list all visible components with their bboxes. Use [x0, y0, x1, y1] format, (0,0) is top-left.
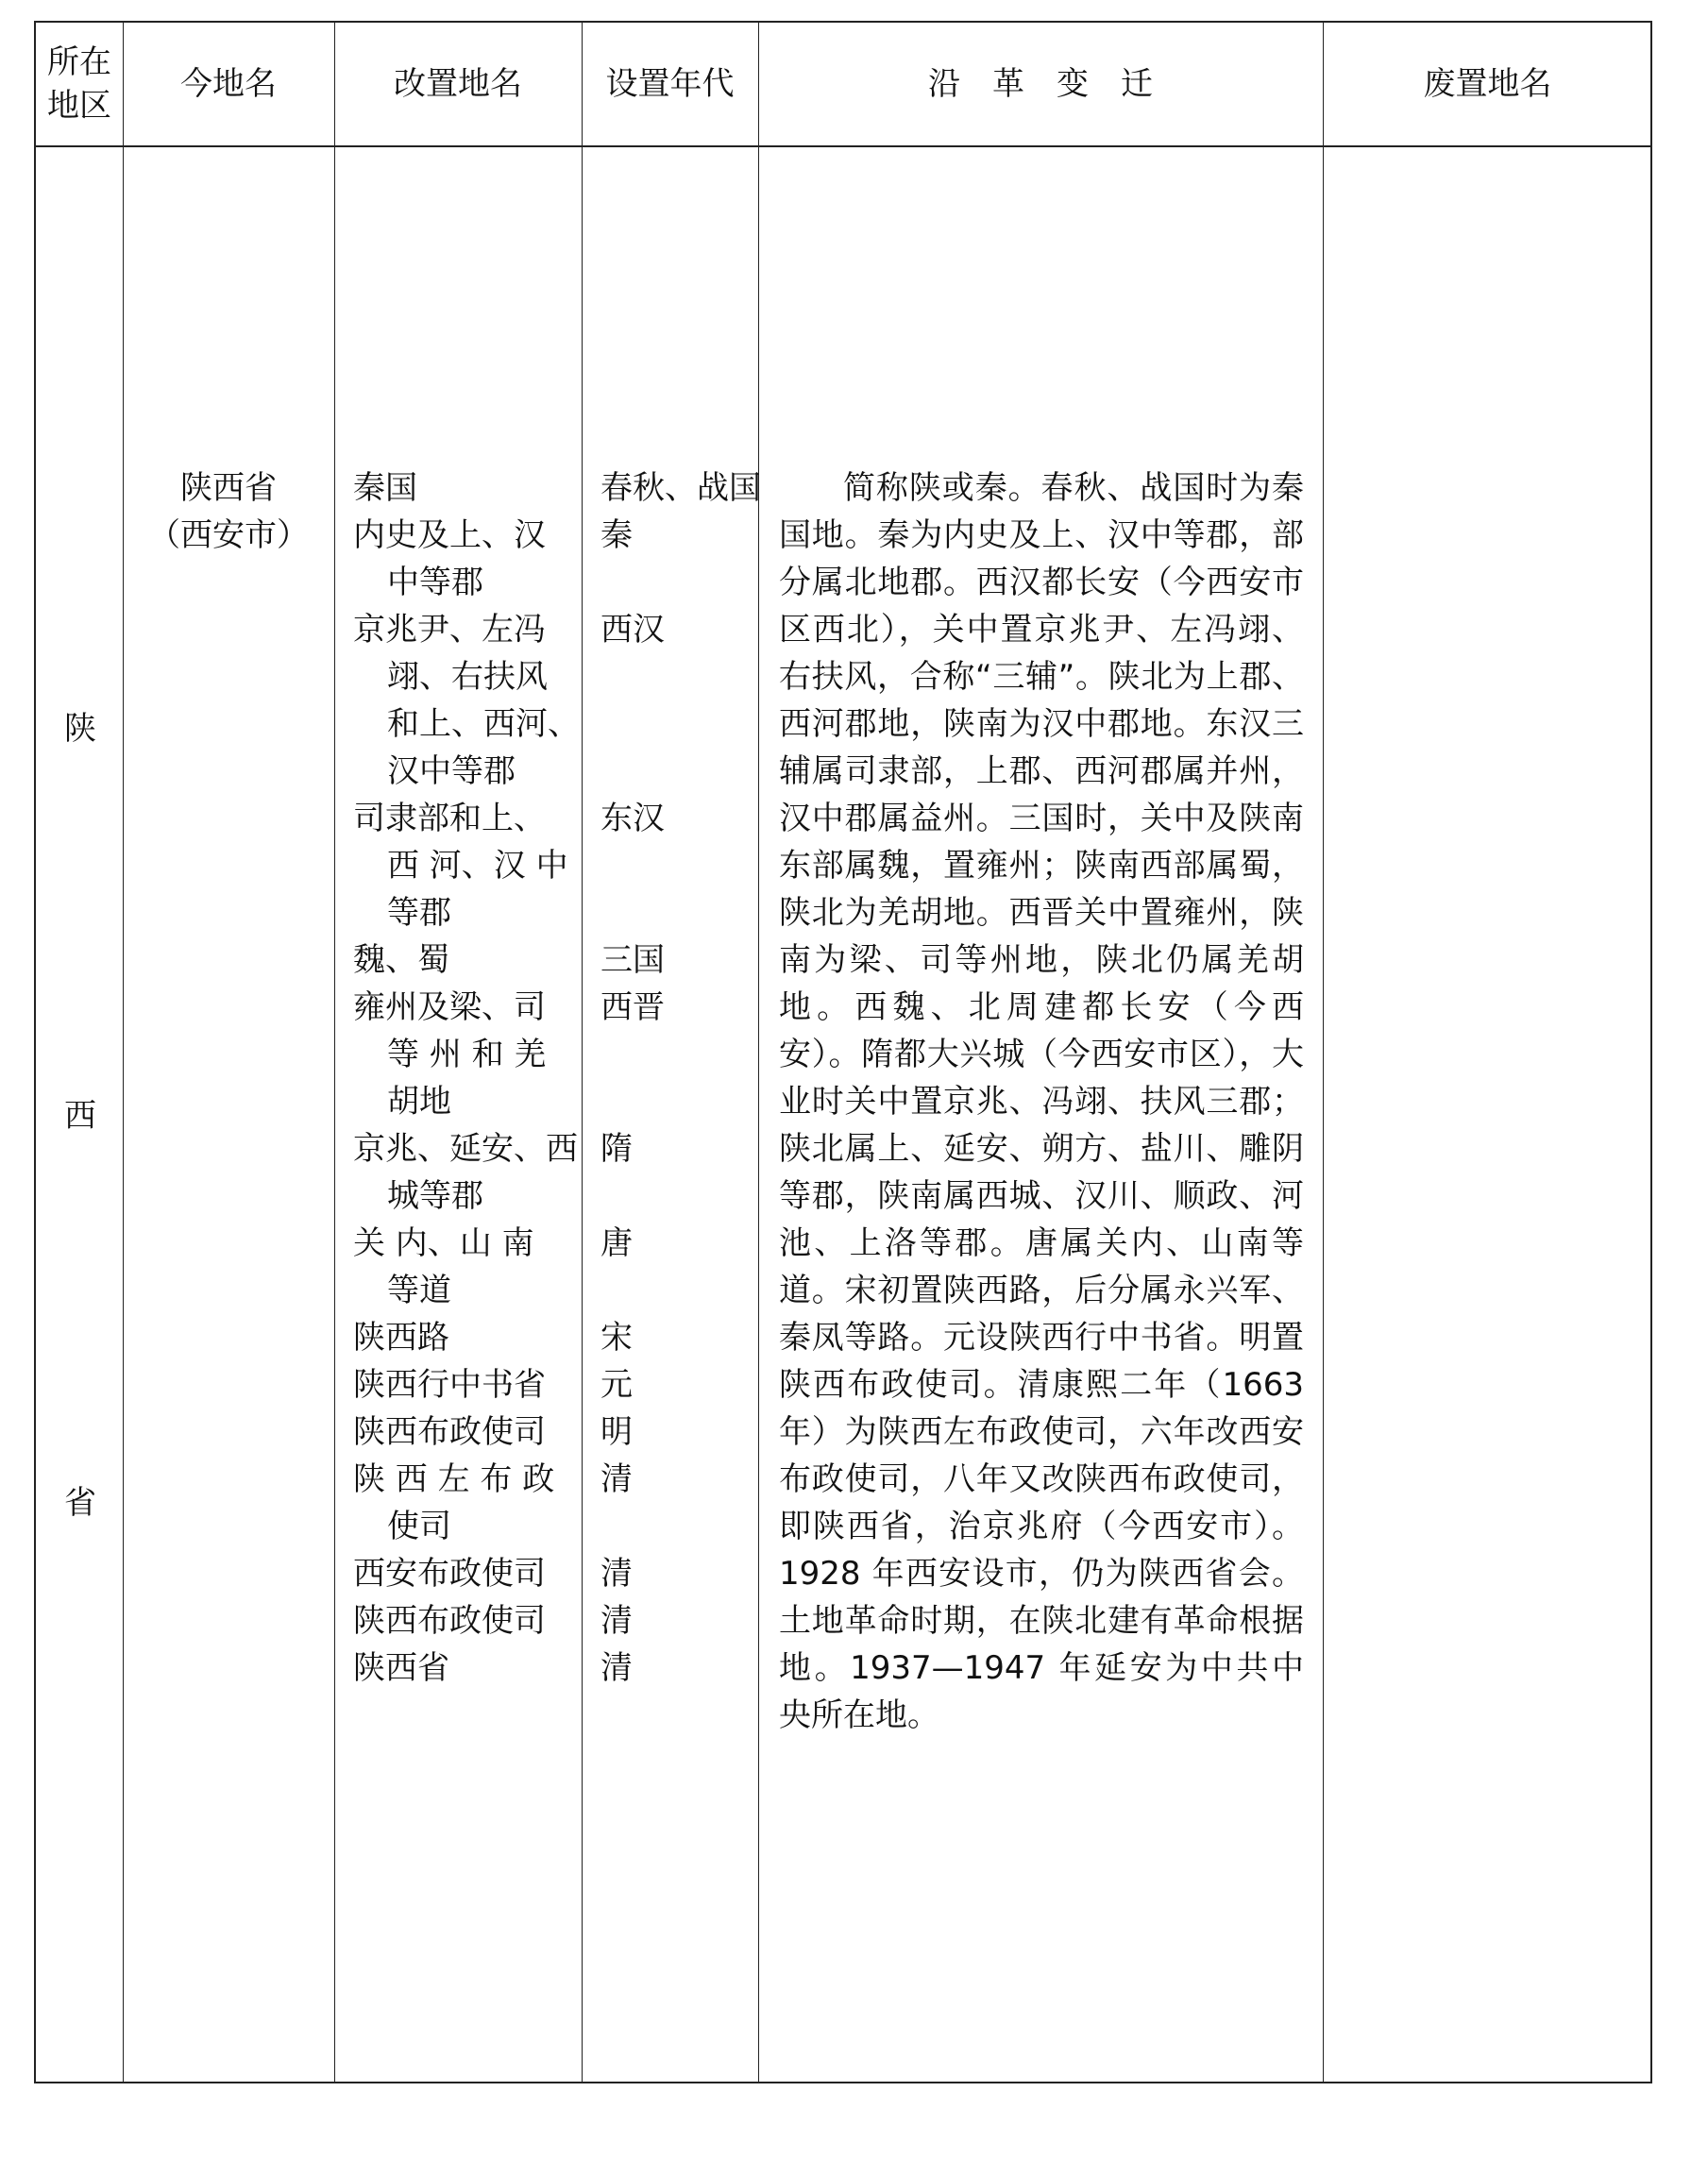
changed-name-entry	[353, 936, 580, 984]
era-line: 西晋	[600, 988, 665, 1026]
changed-name-line: 汉中等郡	[387, 752, 516, 790]
header-divider	[36, 145, 1650, 147]
changed-name-line: 中等郡	[387, 564, 483, 601]
era-line: 秦	[600, 516, 633, 554]
era-line	[600, 1078, 756, 1125]
changed-name-line: 关 内、山 南	[353, 1224, 534, 1262]
changed-name-line: 京兆、延安、西	[353, 1130, 578, 1168]
era-list	[600, 464, 761, 1692]
changed-name-line: 城等郡	[387, 1177, 483, 1215]
era-line	[600, 748, 756, 795]
changed-name-entry	[353, 1220, 580, 1314]
changed-name-line: 京兆尹、左冯	[353, 611, 546, 649]
col-divider	[1323, 23, 1324, 2082]
changed-name-list	[353, 464, 580, 1692]
changed-name-line: 西安布政使司	[353, 1555, 546, 1593]
changed-name-entry	[353, 1125, 580, 1220]
header-current-name: 今地名	[180, 65, 277, 103]
region-char: 陕	[64, 710, 96, 748]
changed-name-entry	[353, 1361, 580, 1408]
era-line	[600, 1503, 756, 1550]
era-line	[600, 559, 756, 606]
header-changed-name: 改置地名	[394, 65, 522, 103]
changed-name-entry	[353, 606, 580, 795]
header-evolution: 沿 革 变 迁	[928, 65, 1153, 103]
changed-name-line: 陕西省	[353, 1649, 449, 1687]
changed-name-entry	[353, 512, 580, 606]
changed-name-line: 翊、右扶风	[387, 658, 548, 696]
changed-name-line: 魏、蜀	[353, 941, 449, 979]
changed-name-line: 使司	[387, 1508, 451, 1545]
changed-name-entry	[353, 1314, 580, 1361]
era-line: 西汉	[600, 611, 665, 649]
era-line: 唐	[600, 1224, 633, 1262]
header-abolished: 废置地名	[1423, 65, 1552, 103]
changed-name-entry	[353, 795, 580, 936]
era-line: 隋	[600, 1130, 633, 1168]
evolution-cell	[779, 464, 1304, 1739]
era-line	[600, 842, 756, 889]
era-line	[600, 1267, 756, 1314]
col-divider	[758, 23, 759, 2082]
era-line	[600, 653, 756, 700]
changed-name-entry	[353, 984, 580, 1125]
history-table	[34, 21, 1652, 2083]
col-divider	[123, 23, 124, 2082]
changed-name-entry	[353, 464, 580, 512]
region-char: 省	[64, 1484, 96, 1522]
col-divider	[582, 23, 583, 2082]
current-name-cell	[123, 464, 334, 559]
changed-name-line: 内史及上、汉	[353, 516, 546, 554]
era-line: 清	[600, 1555, 633, 1593]
changed-name-line: 陕西布政使司	[353, 1413, 546, 1451]
changed-name-entry	[353, 1645, 580, 1692]
changed-name-line: 秦国	[353, 469, 417, 507]
changed-name-entry	[353, 1456, 580, 1550]
changed-name-line: 陕西布政使司	[353, 1602, 546, 1640]
changed-name-line: 等郡	[387, 894, 451, 932]
header-region-line1: 所在	[47, 43, 111, 81]
era-line: 宋	[600, 1319, 633, 1357]
changed-name-line: 陕西行中书省	[353, 1366, 546, 1404]
era-line: 清	[600, 1602, 633, 1640]
region-char: 西	[64, 1097, 96, 1135]
changed-name-line: 胡地	[387, 1083, 451, 1121]
era-line: 三国	[600, 941, 665, 979]
changed-name-line: 西 河、汉 中	[387, 847, 568, 885]
changed-name-entry	[353, 1550, 580, 1597]
changed-name-line: 雍州及梁、司	[353, 988, 546, 1026]
changed-name-line: 等 州 和 羌	[387, 1036, 547, 1073]
changed-name-line: 陕 西 左 布 政	[353, 1460, 555, 1498]
era-line	[600, 889, 756, 936]
changed-name-line: 等道	[387, 1272, 451, 1309]
header-region	[36, 23, 123, 145]
header-era: 设置年代	[605, 65, 735, 103]
era-line	[600, 1172, 756, 1220]
era-line: 清	[600, 1649, 633, 1687]
era-line: 清	[600, 1460, 633, 1498]
era-line	[600, 700, 756, 748]
current-name-line: （西安市）	[148, 516, 309, 554]
era-line: 春秋、战国	[600, 469, 761, 507]
header-region-line2: 地区	[47, 87, 111, 125]
changed-name-entry	[353, 1597, 580, 1645]
changed-name-line: 司隶部和上、	[353, 800, 546, 837]
col-divider	[334, 23, 335, 2082]
changed-name-line: 和上、西河、	[387, 705, 580, 743]
era-line	[600, 1031, 756, 1078]
era-line: 东汉	[600, 800, 665, 837]
era-line: 元	[600, 1366, 633, 1404]
current-name-line: 陕西省	[180, 469, 277, 507]
evolution-text: 简称陕或秦。春秋、战国时为秦国地。秦为内史及上、汉中等郡，部分属北地郡。西汉都长安（今西安市区西北），关中置京兆尹、左冯翊、右扶风，合称“三辅”。陕北为上郡、西河郡地，陕南为汉中郡地。东汉三辅属司隶部，上郡、西河郡属并州，汉中郡属益州。三国时，关中及陕南东部属魏，置雍州；陕南西部属蜀，陕北为羌胡地。西晋关中置雍州，陕南为梁、司等州地，陕北仍属羌胡地。西魏、北周建都长安（今西安）。隋都大兴城（今西安市区），大业时关中置京兆、冯翊、扶风三郡；陕北属上、延安、朔方、盐川、雕阴等郡，陕南属西城、汉川、顺政、河池、上洛等郡。唐属关内、山南等道。宋初置陕西路，后分属永兴军、秦凤等路。元设陕西行中书省。明置陕西布政使司。清康熙二年（1663 年）为陕西左布政使司，六年改西安布政使司，八年又改陕西布政使司，即陕西省，治京兆府（今西安市）。1928 年西安设市，仍为陕西省会。土地革命时期，在陕北建有革命根据地。1937—1947 年延安为中共中央所在地。	[779, 469, 1304, 1734]
changed-name-entry	[353, 1408, 580, 1456]
era-line: 明	[600, 1413, 633, 1451]
changed-name-line: 陕西路	[353, 1319, 449, 1357]
